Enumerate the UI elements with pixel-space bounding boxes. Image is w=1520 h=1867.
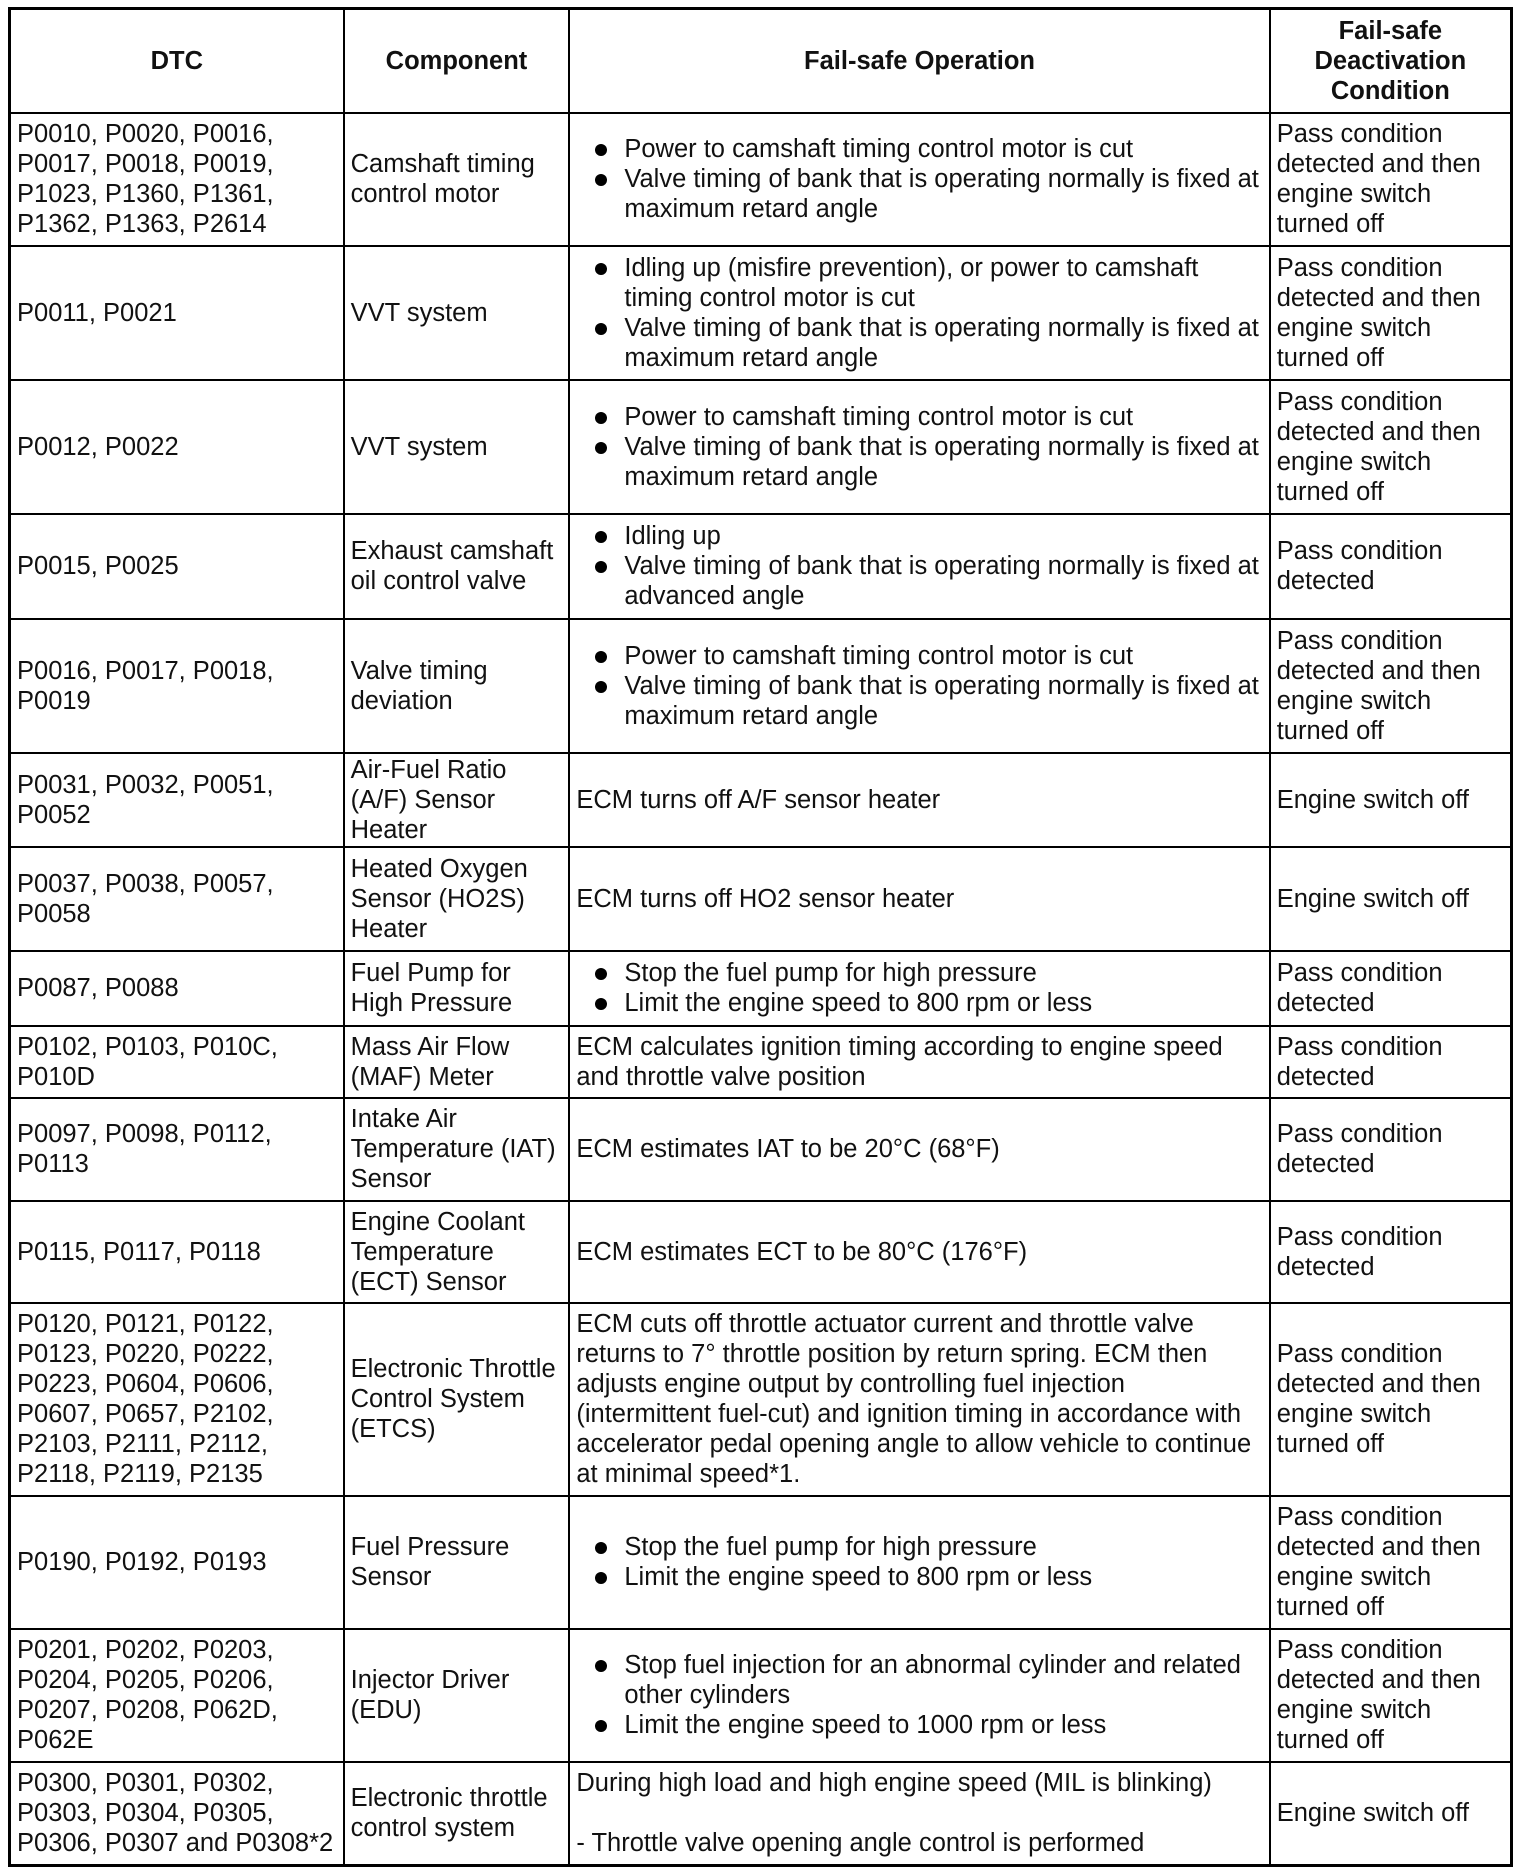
operation-cell	[569, 246, 1269, 380]
operation-cell	[569, 380, 1269, 514]
deactivation-cell: Pass condition detected	[1270, 1201, 1512, 1303]
dtc-cell: P0011, P0021	[10, 246, 344, 380]
operation-line: - Throttle valve opening angle control is performed	[576, 1829, 1145, 1858]
component-cell: Engine Coolant Temperature (ECT) Sensor	[344, 1201, 570, 1303]
operation-bullet: Limit the engine speed to 1000 rpm or less	[624, 1710, 1262, 1740]
component-cell: Fuel Pressure Sensor	[344, 1496, 570, 1629]
dtc-cell: P0115, P0117, P0118	[10, 1201, 344, 1303]
component-cell: VVT system	[344, 246, 570, 380]
operation-bullet: Valve timing of bank that is operating normally is fixed at maximum retard angle	[624, 671, 1262, 731]
table-row	[10, 113, 1512, 246]
component-cell: Injector Driver (EDU)	[344, 1629, 570, 1762]
component-cell: VVT system	[344, 380, 570, 514]
component-cell: Valve timing deviation	[344, 619, 570, 753]
table-row	[10, 514, 1512, 619]
table-row	[10, 753, 1512, 847]
operation-list	[576, 402, 1262, 492]
dtc-cell: P0201, P0202, P0203, P0204, P0205, P0206, P0207, P0208, P062D, P062E	[10, 1629, 344, 1762]
operation-bullet: Stop fuel injection for an abnormal cylinder and related other cylinders	[624, 1650, 1262, 1710]
operation-cell: ECM estimates ECT to be 80°C (176°F)	[569, 1201, 1269, 1303]
operation-list	[576, 1532, 1262, 1592]
operation-list	[576, 1650, 1262, 1740]
operation-list	[576, 958, 1262, 1018]
dtc-cell: P0031, P0032, P0051, P0052	[10, 753, 344, 847]
table-header-row	[10, 9, 1512, 113]
header-fail-safe-operation: Fail-safe Operation	[569, 9, 1269, 113]
component-cell: Camshaft timing control motor	[344, 113, 570, 246]
operation-bullet: Limit the engine speed to 800 rpm or less	[624, 988, 1262, 1018]
operation-cell	[569, 951, 1269, 1026]
table-row	[10, 951, 1512, 1026]
dtc-cell: P0015, P0025	[10, 514, 344, 619]
table-row	[10, 1496, 1512, 1629]
operation-list	[576, 521, 1262, 611]
deactivation-cell: Pass condition detected	[1270, 1026, 1512, 1098]
operation-list	[576, 134, 1262, 224]
deactivation-cell: Engine switch off	[1270, 847, 1512, 951]
header-dtc: DTC	[10, 9, 344, 113]
component-cell: Electronic throttle control system	[344, 1762, 570, 1866]
deactivation-cell: Engine switch off	[1270, 753, 1512, 847]
dtc-cell: P0120, P0121, P0122, P0123, P0220, P0222, P0223, P0604, P0606, P0607, P0657, P2102, P2103, P2111, P2112, P2118, P2119, P2135	[10, 1303, 344, 1496]
component-cell: Exhaust camshaft oil control valve	[344, 514, 570, 619]
table-row	[10, 246, 1512, 380]
table-row	[10, 380, 1512, 514]
dtc-cell: P0087, P0088	[10, 951, 344, 1026]
table-row	[10, 1201, 1512, 1303]
deactivation-cell: Pass condition detected and then engine switch turned off	[1270, 1303, 1512, 1496]
operation-cell: ECM estimates IAT to be 20°C (68°F)	[569, 1098, 1269, 1201]
deactivation-cell: Pass condition detected and then engine switch turned off	[1270, 619, 1512, 753]
operation-bullet: Power to camshaft timing control motor is cut	[624, 402, 1262, 432]
deactivation-cell: Pass condition detected	[1270, 951, 1512, 1026]
deactivation-cell: Pass condition detected	[1270, 1098, 1512, 1201]
operation-list	[576, 253, 1262, 373]
operation-bullet: Valve timing of bank that is operating normally is fixed at maximum retard angle	[624, 313, 1262, 373]
operation-cell: ECM turns off HO2 sensor heater	[569, 847, 1269, 951]
dtc-cell: P0037, P0038, P0057, P0058	[10, 847, 344, 951]
operation-bullet: Stop the fuel pump for high pressure	[624, 1532, 1262, 1562]
dtc-cell: P0097, P0098, P0112, P0113	[10, 1098, 344, 1201]
fail-safe-table	[8, 7, 1513, 1867]
operation-cell: ECM turns off A/F sensor heater	[569, 753, 1269, 847]
line-gap	[576, 1798, 1262, 1828]
component-cell: Electronic Throttle Control System (ETCS)	[344, 1303, 570, 1496]
operation-bullet: Valve timing of bank that is operating normally is fixed at maximum retard angle	[624, 164, 1262, 224]
dtc-cell: P0102, P0103, P010C, P010D	[10, 1026, 344, 1098]
deactivation-cell: Pass condition detected and then engine switch turned off	[1270, 246, 1512, 380]
component-cell: Fuel Pump for High Pressure	[344, 951, 570, 1026]
deactivation-cell: Pass condition detected	[1270, 514, 1512, 619]
table-row	[10, 1098, 1512, 1201]
table-row	[10, 1762, 1512, 1866]
deactivation-cell: Engine switch off	[1270, 1762, 1512, 1866]
operation-cell	[569, 113, 1269, 246]
operation-bullet: Idling up	[624, 521, 1262, 551]
operation-bullet: Valve timing of bank that is operating normally is fixed at maximum retard angle	[624, 432, 1262, 492]
operation-list	[576, 641, 1262, 731]
operation-bullet: Limit the engine speed to 800 rpm or less	[624, 1562, 1262, 1592]
table-row	[10, 1026, 1512, 1098]
dtc-cell: P0016, P0017, P0018, P0019	[10, 619, 344, 753]
operation-bullet: Power to camshaft timing control motor is cut	[624, 134, 1262, 164]
component-cell: Air-Fuel Ratio (A/F) Sensor Heater	[344, 753, 570, 847]
operation-cell	[569, 1762, 1269, 1866]
deactivation-cell: Pass condition detected and then engine switch turned off	[1270, 1629, 1512, 1762]
component-cell: Heated Oxygen Sensor (HO2S) Heater	[344, 847, 570, 951]
deactivation-cell: Pass condition detected and then engine switch turned off	[1270, 380, 1512, 514]
component-cell: Intake Air Temperature (IAT) Sensor	[344, 1098, 570, 1201]
deactivation-cell: Pass condition detected and then engine switch turned off	[1270, 1496, 1512, 1629]
operation-bullet: Idling up (misfire prevention), or power to camshaft timing control motor is cut	[624, 253, 1262, 313]
operation-cell	[569, 1629, 1269, 1762]
operation-cell: ECM cuts off throttle actuator current and throttle valve returns to 7° throttle position by return spring. ECM then adjusts engine output by controlling fuel injection (intermittent fuel-cut) and ignition timing in accordance with accelerator pedal opening angle to allow vehicle to continue at minimal speed*1.	[569, 1303, 1269, 1496]
header-component: Component	[344, 9, 570, 113]
table-row	[10, 619, 1512, 753]
table-row	[10, 1629, 1512, 1762]
table-row	[10, 847, 1512, 951]
operation-cell	[569, 619, 1269, 753]
header-deactivation-condition: Fail-safe Deactivation Condition	[1270, 9, 1512, 113]
dtc-cell: P0010, P0020, P0016, P0017, P0018, P0019, P1023, P1360, P1361, P1362, P1363, P2614	[10, 113, 344, 246]
dtc-cell: P0012, P0022	[10, 380, 344, 514]
operation-cell	[569, 1496, 1269, 1629]
dtc-cell: P0300, P0301, P0302, P0303, P0304, P0305, P0306, P0307 and P0308*2	[10, 1762, 344, 1866]
deactivation-cell: Pass condition detected and then engine switch turned off	[1270, 113, 1512, 246]
operation-bullet: Power to camshaft timing control motor is cut	[624, 641, 1262, 671]
operation-bullet: Valve timing of bank that is operating normally is fixed at advanced angle	[624, 551, 1262, 611]
component-cell: Mass Air Flow (MAF) Meter	[344, 1026, 570, 1098]
dtc-cell: P0190, P0192, P0193	[10, 1496, 344, 1629]
operation-cell	[569, 514, 1269, 619]
operation-line: During high load and high engine speed (MIL is blinking)	[576, 1769, 1212, 1798]
operation-cell: ECM calculates ignition timing according to engine speed and throttle valve position	[569, 1026, 1269, 1098]
operation-bullet: Stop the fuel pump for high pressure	[624, 958, 1262, 988]
table-row	[10, 1303, 1512, 1496]
